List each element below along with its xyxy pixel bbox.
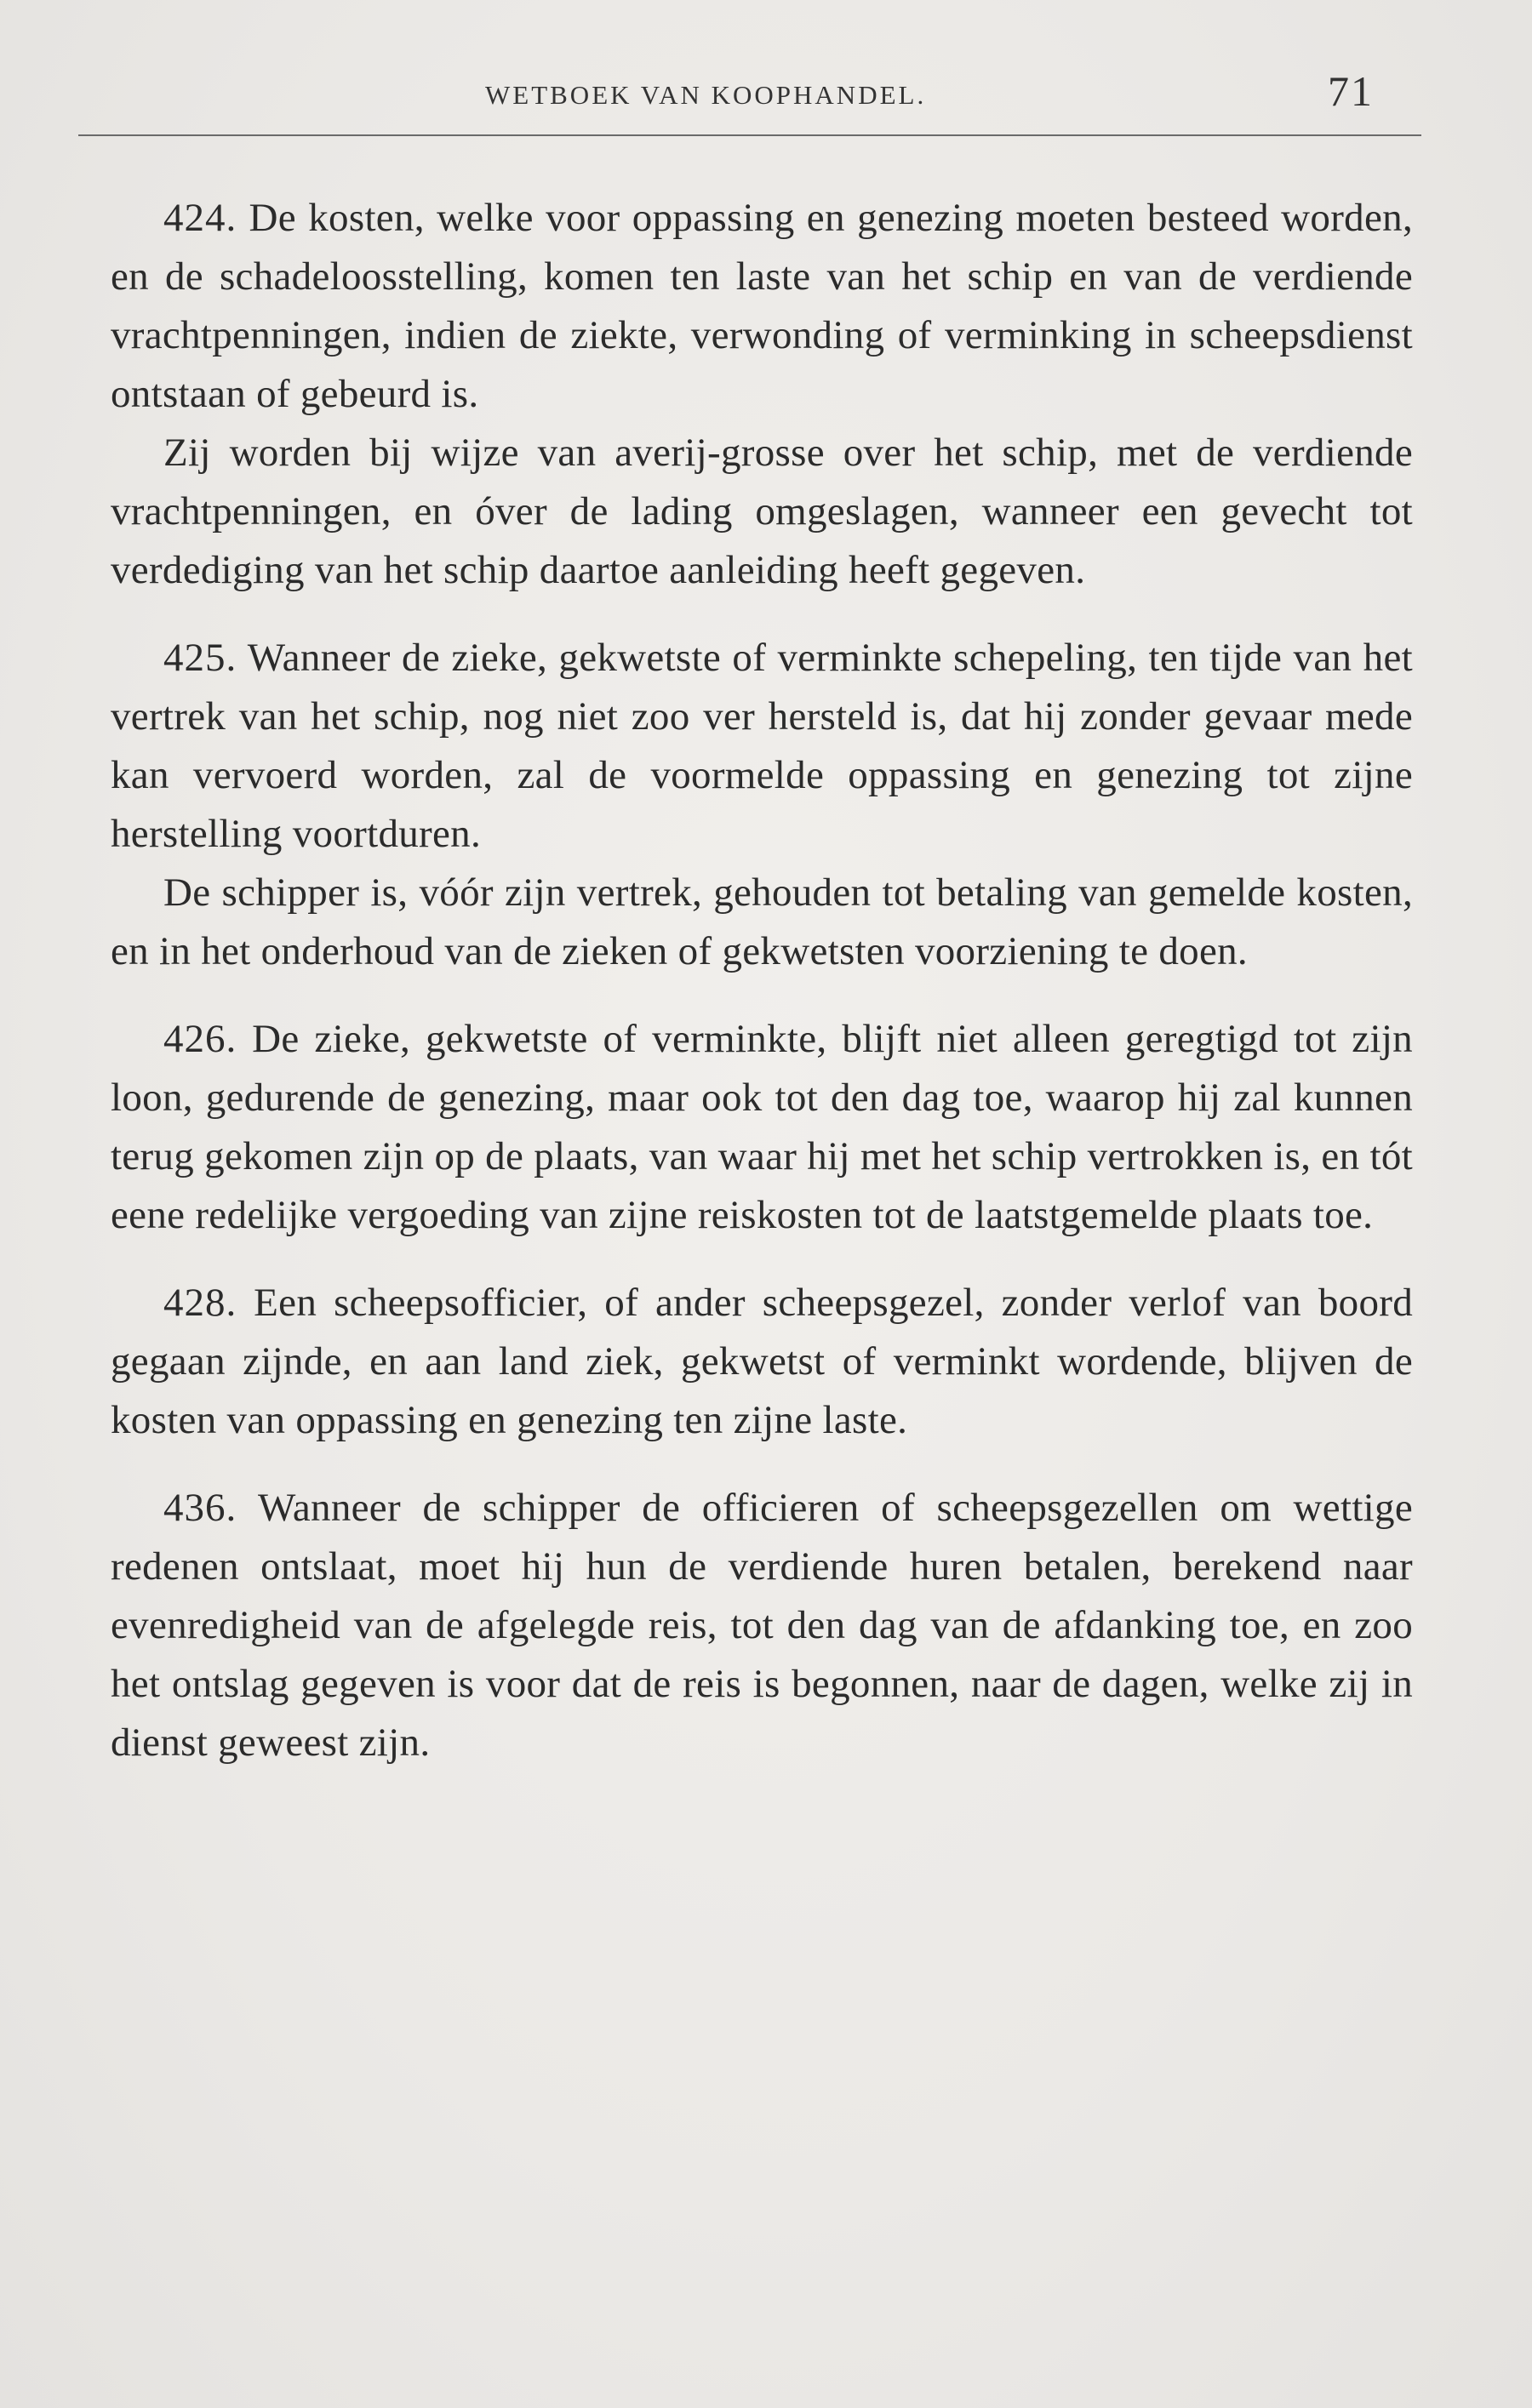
article-424 (111, 189, 1413, 424)
page-number: 71 (1328, 67, 1374, 115)
header-rule (78, 134, 1421, 136)
paragraph-text: De schipper is, vóór zijn vertrek, gehouden tot betaling van gemelde kosten, en in het onderhoud van de zieken of gekwetsten voorziening te doen. (111, 870, 1413, 973)
article-number: 425. (163, 636, 237, 680)
article-number: 424. (163, 196, 237, 240)
running-head (0, 66, 1532, 117)
article-text: Wanneer de schipper de officieren of scheepsgezellen om wettige redenen ontslaat, moet hij hun de verdiende huren betalen, berekend naar evenredigheid van de afgelegde reis, tot den dag van de afdanking toe, en zoo het ontslag gegeven is voor dat de reis is begonnen, naar de dagen, welke zij in dienst geweest zijn. (111, 1486, 1413, 1765)
article-426 (111, 1010, 1413, 1245)
article-text: De kosten, welke voor oppassing en genezing moeten besteed worden, en de schadeloosstelling, komen ten laste van het schip en van de verdiende vrachtpenningen, indien de ziekte, verwonding of verminking in scheepsdienst ontstaan of gebeurd is. (111, 196, 1413, 416)
article-425 (111, 629, 1413, 864)
article-text: Een scheepsofficier, of ander scheepsgezel, zonder verlof van boord gegaan zijnde, en aan land ziek, gekwetst of verminkt wordende, blijven de kosten van oppassing en genezing ten zijne laste. (111, 1281, 1413, 1442)
body-text (111, 189, 1413, 1772)
article-text: Wanneer de zieke, gekwetste of verminkte schepeling, ten tijde van het vertrek van het schip, nog niet zoo ver hersteld is, dat hij zonder gevaar mede kan vervoerd worden, zal de voormelde oppassing en genezing tot zijne herstelling voortduren. (111, 636, 1413, 856)
article-text: De zieke, gekwetste of verminkte, blijft niet alleen geregtigd tot zijn loon, gedurende de genezing, maar ook tot den dag toe, waarop hij zal kunnen terug gekomen zijn op de plaats, van waar hij met het schip vertrokken is, en tót eene redelijke vergoeding van zijne reiskosten tot de laatstgemelde plaats toe. (111, 1017, 1413, 1237)
article-425-second-paragraph (111, 864, 1413, 981)
article-number: 426. (163, 1017, 237, 1061)
article-number: 436. (163, 1486, 237, 1530)
article-436 (111, 1479, 1413, 1772)
article-424-second-paragraph (111, 424, 1413, 600)
article-number: 428. (163, 1281, 237, 1325)
paragraph-text: Zij worden bij wijze van averij-grosse over het schip, met de verdiende vrachtpenningen, en óver de lading omgeslagen, wanneer een gevecht tot verdediging van het schip daartoe aanleiding heeft gegeven. (111, 431, 1413, 592)
article-428 (111, 1274, 1413, 1450)
running-title: WETBOEK VAN KOOPHANDEL. (485, 80, 927, 110)
